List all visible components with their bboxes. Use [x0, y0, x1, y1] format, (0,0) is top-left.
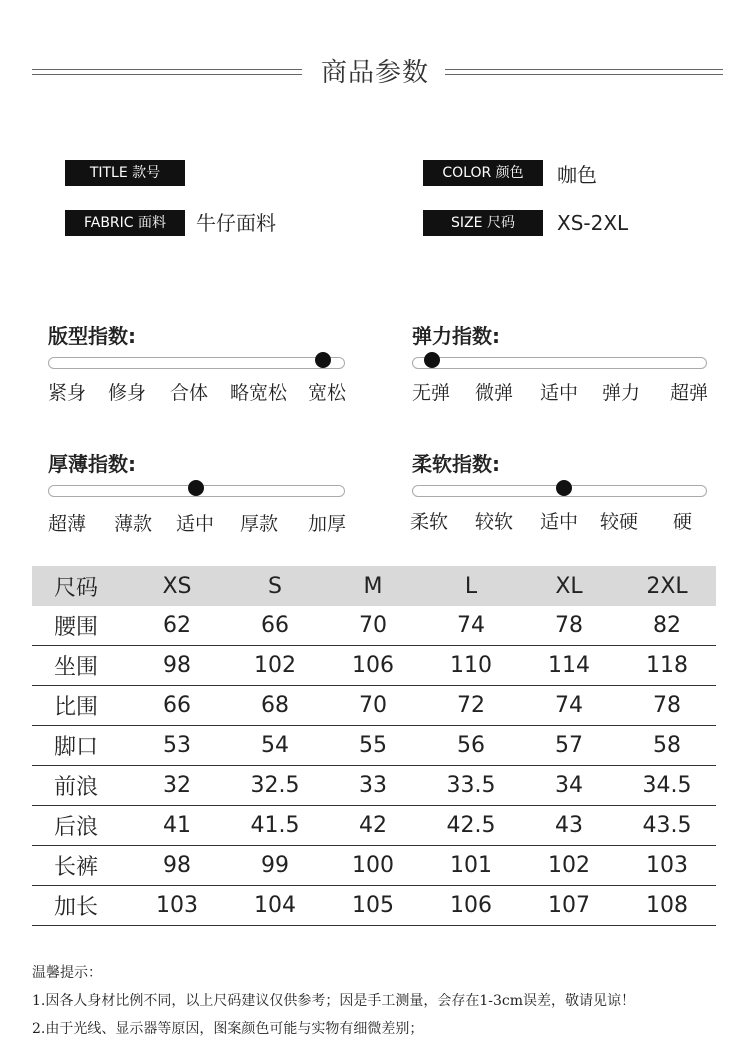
softness-level-1: 柔软: [410, 511, 449, 533]
note-item: 2.由于光线、显示器等原因，图案颜色可能与实物有细微差别；: [32, 1021, 424, 1037]
fit-level-1: 紧身: [48, 382, 87, 404]
table-row: [32, 606, 716, 646]
softness-index-title: 柔软指数:: [412, 452, 500, 476]
table-header-cell: M: [363, 573, 383, 599]
table-cell: 110: [450, 653, 492, 678]
table-cell: 98: [163, 653, 191, 678]
table-row-label: 长裤: [54, 855, 99, 880]
table-row-label: 坐围: [54, 655, 99, 680]
table-cell: 74: [457, 613, 485, 638]
table-row-label: 脚口: [54, 735, 99, 760]
page-title: 商品参数: [320, 58, 429, 88]
table-header-row: [32, 566, 716, 606]
table-cell: 41: [163, 813, 191, 838]
fit-level-2: 修身: [108, 382, 147, 404]
table-cell: 34.5: [642, 773, 692, 798]
table-cell: 106: [450, 893, 492, 918]
table-row: [32, 726, 716, 766]
title-tag: TITLE 款号: [65, 160, 185, 186]
fit-index-title: 版型指数:: [48, 324, 136, 348]
fabric-tag: FABRIC 面料: [65, 210, 185, 236]
thickness-level-4: 厚款: [240, 513, 279, 535]
table-cell: 106: [352, 653, 394, 678]
table-cell: 53: [163, 733, 191, 758]
table-cell: 55: [359, 733, 387, 758]
header-rule-right: [445, 69, 723, 75]
stretch-level-2: 微弹: [475, 382, 514, 404]
table-row-label: 后浪: [54, 815, 99, 840]
table-cell: 103: [646, 853, 688, 878]
table-row: [32, 886, 716, 926]
stretch-level-4: 弹力: [602, 382, 641, 404]
size-value: XS-2XL: [557, 211, 629, 235]
table-cell: 102: [254, 653, 296, 678]
softness-index-knob: [556, 480, 572, 496]
table-cell: 104: [254, 893, 296, 918]
table-cell: 68: [261, 693, 289, 718]
table-cell: 98: [163, 853, 191, 878]
softness-level-5: 硬: [673, 511, 693, 533]
fit-level-5: 宽松: [308, 382, 347, 404]
table-row: [32, 846, 716, 886]
thickness-level-2: 薄款: [114, 513, 153, 535]
table-cell: 43: [555, 813, 583, 838]
table-row: [32, 686, 716, 726]
table-cell: 66: [163, 693, 191, 718]
table-row: [32, 646, 716, 686]
table-row-label: 前浪: [54, 775, 99, 800]
table-cell: 100: [352, 853, 394, 878]
notes-title: 温馨提示：: [32, 965, 102, 981]
table-cell: 32: [163, 773, 191, 798]
thickness-level-5: 加厚: [308, 513, 347, 535]
table-row-label: 加长: [54, 895, 99, 920]
fit-level-3: 合体: [170, 382, 209, 404]
fit-index-knob: [315, 352, 331, 368]
table-cell: 33.5: [446, 773, 496, 798]
thickness-index-knob: [188, 480, 204, 496]
table-row-label: 腰围: [54, 615, 99, 640]
table-cell: 114: [548, 653, 590, 678]
fit-level-4: 略宽松: [230, 382, 288, 404]
table-row: [32, 766, 716, 806]
softness-level-2: 较软: [475, 511, 514, 533]
table-header-cell: XS: [162, 573, 192, 599]
table-cell: 42: [359, 813, 387, 838]
table-cell: 82: [653, 613, 681, 638]
fit-index-track: [48, 357, 345, 369]
table-cell: 66: [261, 613, 289, 638]
table-cell: 99: [261, 853, 289, 878]
table-cell: 78: [555, 613, 583, 638]
table-cell: 41.5: [250, 813, 300, 838]
table-cell: 34: [555, 773, 583, 798]
table-cell: 118: [646, 653, 688, 678]
table-header-cell: 尺码: [54, 575, 99, 601]
stretch-level-1: 无弹: [412, 382, 451, 404]
stretch-index-title: 弹力指数:: [412, 324, 500, 348]
table-cell: 58: [653, 733, 681, 758]
table-header-cell: 2XL: [646, 573, 688, 599]
table-row-label: 比围: [54, 695, 99, 720]
stretch-level-5: 超弹: [670, 382, 709, 404]
table-cell: 105: [352, 893, 394, 918]
table-cell: 72: [457, 693, 485, 718]
softness-level-3: 适中: [540, 511, 579, 533]
stretch-index-knob: [424, 352, 440, 368]
table-cell: 57: [555, 733, 583, 758]
table-header-cell: L: [464, 573, 478, 599]
table-header-cell: XL: [555, 573, 583, 599]
fabric-value: 牛仔面料: [196, 211, 276, 235]
color-value: 咖色: [557, 163, 597, 187]
color-tag: COLOR 颜色: [423, 160, 543, 186]
table-cell: 70: [359, 613, 387, 638]
thickness-level-1: 超薄: [48, 513, 87, 535]
table-cell: 74: [555, 693, 583, 718]
table-cell: 70: [359, 693, 387, 718]
table-cell: 101: [450, 853, 492, 878]
table-cell: 43.5: [642, 813, 692, 838]
size-tag: SIZE 尺码: [423, 210, 543, 236]
size-table: [32, 566, 716, 926]
stretch-index-track: [412, 357, 707, 369]
table-row: [32, 806, 716, 846]
note-item: 1.因各人身材比例不同，以上尺码建议仅供参考；因是手工测量，会存在1-3cm误差，敬请见谅！: [32, 993, 636, 1009]
table-cell: 102: [548, 853, 590, 878]
thickness-index-title: 厚薄指数:: [48, 452, 136, 476]
table-cell: 54: [261, 733, 289, 758]
table-cell: 33: [359, 773, 387, 798]
table-cell: 32.5: [250, 773, 300, 798]
table-cell: 42.5: [446, 813, 496, 838]
table-cell: 108: [646, 893, 688, 918]
table-cell: 56: [457, 733, 485, 758]
table-cell: 78: [653, 693, 681, 718]
table-cell: 103: [156, 893, 198, 918]
softness-level-4: 较硬: [600, 511, 639, 533]
table-cell: 107: [548, 893, 590, 918]
thickness-level-3: 适中: [176, 513, 215, 535]
table-header-cell: S: [268, 573, 282, 599]
stretch-level-3: 适中: [540, 382, 579, 404]
table-cell: 62: [163, 613, 191, 638]
